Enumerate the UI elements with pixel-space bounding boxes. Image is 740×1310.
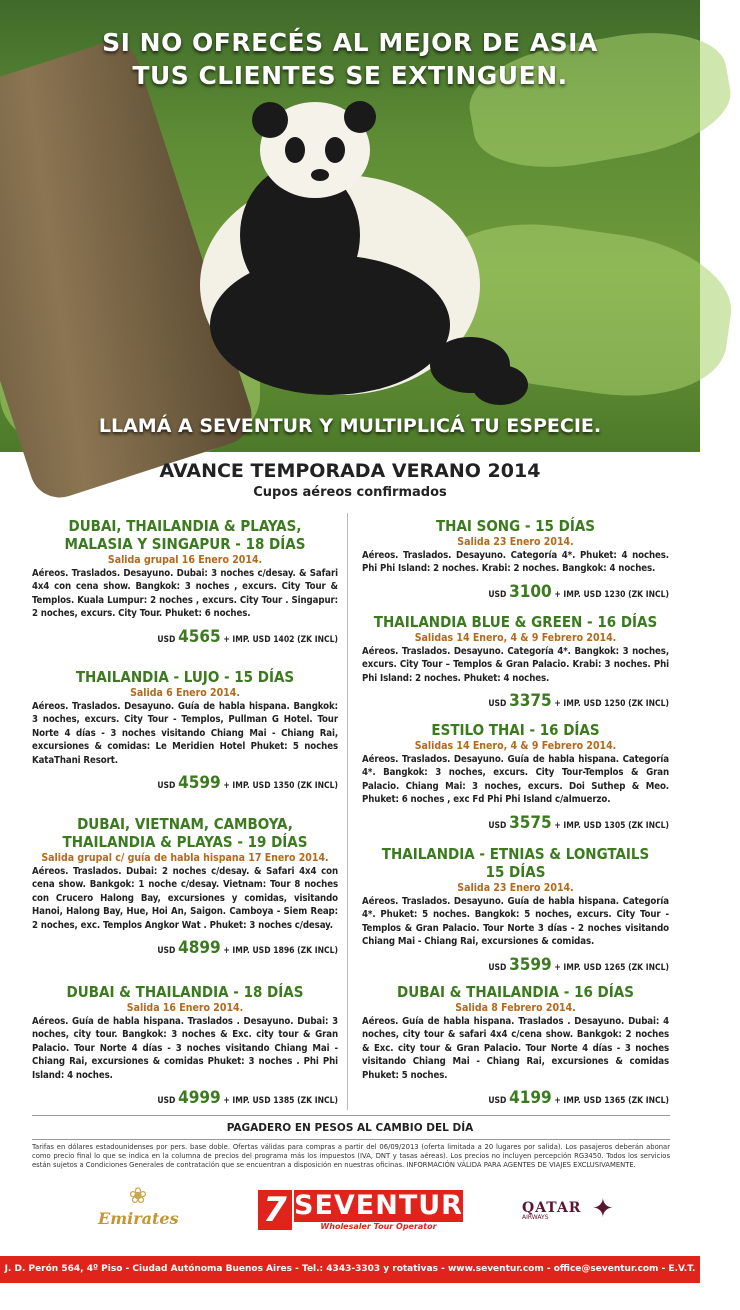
divider bbox=[32, 1139, 670, 1140]
package-card[interactable] bbox=[32, 517, 338, 647]
divider bbox=[32, 1115, 670, 1116]
package-title: THAI SONG - 15 DÍAS bbox=[435, 517, 596, 535]
package-card[interactable] bbox=[362, 721, 669, 833]
package-card[interactable] bbox=[362, 517, 669, 602]
payment-note: PAGADERO EN PESOS AL CAMBIO DEL DÍA bbox=[226, 1122, 474, 1134]
panda-image bbox=[170, 95, 550, 415]
price-tax: + IMP. USD 1305 (ZK INCL) bbox=[554, 820, 669, 831]
price-tax: + IMP. USD 1896 (ZK INCL) bbox=[223, 946, 338, 957]
package-price bbox=[32, 773, 338, 793]
package-card[interactable] bbox=[362, 983, 669, 1108]
price-amount: 3599 bbox=[509, 954, 552, 975]
price-amount: 3375 bbox=[509, 691, 552, 712]
package-price bbox=[362, 582, 669, 602]
hero-title-line1: SI NO OFRECÉS AL MEJOR DE ASIA bbox=[102, 28, 598, 57]
package-price bbox=[362, 1088, 669, 1108]
package-description: Aéreos. Traslados. Desayuno. Categoría 4*. Phuket: 4 noches. Phi Phi Island: 2 noches. Krabi: 2 noches. Bangkok: 4 noches. bbox=[362, 550, 669, 575]
package-description: Aéreos. Guía de habla hispana. Traslados . Desayuno. Dubai: 3 noches, city tour. Bangkok: 3 noches & Exc. city tour & Gran Palacio. Tour Norte 4 días - 3 noches visitando Chiang Mai - Chiang Rai, excursiones & comidas Phuket: 3 noches . Phi Phi Island: 4 noches. bbox=[32, 1016, 338, 1081]
price-tax: + IMP. USD 1350 (ZK INCL) bbox=[223, 781, 338, 792]
package-card[interactable] bbox=[362, 613, 669, 711]
price-tax: + IMP. USD 1230 (ZK INCL) bbox=[554, 589, 669, 600]
contact-bar: J. D. Perón 564, 4º Piso - Ciudad Autónoma Buenos Aires - Tel.: 4343-3303 y rotativas - www.seventur.com - office@seventur.com - E.V.T. Leg. 0028 bbox=[0, 1256, 700, 1283]
package-card[interactable] bbox=[32, 668, 338, 793]
seventur-wordmark: SEVENTUR bbox=[294, 1190, 463, 1221]
package-title: THAILANDIA BLUE & GREEN - 16 DÍAS bbox=[373, 613, 658, 631]
price-amount: 3575 bbox=[509, 812, 552, 833]
emirates-crest-icon: ❀ bbox=[128, 1184, 148, 1209]
hero-title-line2: TUS CLIENTES SE EXTINGUEN. bbox=[132, 61, 568, 90]
package-title: DUBAI & THAILANDIA - 18 DÍAS bbox=[66, 983, 304, 1001]
package-price bbox=[32, 1088, 338, 1108]
package-description: Aéreos. Traslados. Desayuno. Dubai: 3 noches c/desay. & Safari 4x4 con cena show. Bangkok: 3 noches , excurs. City Tour & Templos. Kuala Lumpur: 2 noches , excurs. City Tour . Singapur: 2 noches, excurs. City Tour. Phuket: 6 noches. bbox=[32, 568, 338, 620]
price-currency: USD bbox=[157, 781, 176, 792]
package-price bbox=[362, 955, 669, 975]
price-currency: USD bbox=[488, 1096, 507, 1107]
package-description: Aéreos. Traslados. Dubai: 2 noches c/desay. & Safari 4x4 con cena show. Bankgok: 1 noche c/desay. Vietnam: Tour 8 noches con Crucero Halong Bay, excursiones y comidas, visitando Hanoi, Halong Bay, Hue, Hoi An, Saigon. Camboya - Siem Reap: 2 noches, exc. Templos Angkor Wat . Phuket: 3 noches c/desay. bbox=[32, 866, 338, 931]
seventur-logo bbox=[258, 1190, 463, 1240]
package-description: Aéreos. Traslados. Desayuno. Guía de habla hispana. Bangkok: 3 noches, excurs. City Tour - Templos, Pullman G Hotel. Tour Norte 4 días - 3 noches visitando Chiang Mai - Chiang Rai, excursiones & comidas: Le Meridien Hotel Phuket: 5 noches KataThani Resort. bbox=[32, 701, 338, 766]
package-title: ESTILO THAI - 16 DÍAS bbox=[431, 721, 600, 739]
price-amount: 4899 bbox=[178, 938, 221, 959]
hero-tagline: LLAMÁ A SEVENTUR Y MULTIPLICÁ TU ESPECIE. bbox=[98, 415, 602, 437]
column-divider bbox=[347, 513, 348, 1110]
package-price bbox=[32, 938, 338, 958]
package-description: Aéreos. Traslados. Desayuno. Guía de habla hispana. Categoría 4*. Bangkok: 3 noches, excurs. City Tour-Templos & Gran Palacio. Chiang Mai: 3 noches, excurs. Doi Suthep & Meo. Phuket: 6 noches , exc Fd Phi Phi Island c/almuerzo. bbox=[362, 754, 669, 806]
package-card[interactable] bbox=[32, 983, 338, 1108]
emirates-logo bbox=[98, 1185, 178, 1245]
seventur-seven-mark: 7 bbox=[258, 1190, 292, 1230]
price-tax: + IMP. USD 1365 (ZK INCL) bbox=[554, 1096, 669, 1107]
package-date: Salida grupal 16 Enero 2014. bbox=[107, 554, 263, 566]
price-currency: USD bbox=[157, 946, 176, 957]
hero-banner bbox=[0, 0, 700, 452]
price-amount: 3100 bbox=[509, 581, 552, 602]
package-title: THAILANDIA - LUJO - 15 DÍAS bbox=[75, 668, 295, 686]
package-price bbox=[362, 813, 669, 833]
package-card[interactable] bbox=[362, 845, 669, 975]
seventur-subtitle: Wholesaler Tour Operator bbox=[320, 1222, 437, 1231]
package-date: Salidas 14 Enero, 4 & 9 Febrero 2014. bbox=[414, 740, 617, 752]
price-tax: + IMP. USD 1385 (ZK INCL) bbox=[223, 1096, 338, 1107]
package-title: DUBAI, THAILANDIA & PLAYAS, MALASIA Y SINGAPUR - 18 DÍAS bbox=[64, 517, 306, 553]
price-tax: + IMP. USD 1265 (ZK INCL) bbox=[554, 962, 669, 973]
package-date: Salida 8 Febrero 2014. bbox=[455, 1002, 576, 1014]
price-currency: USD bbox=[488, 589, 507, 600]
package-price bbox=[362, 691, 669, 711]
price-currency: USD bbox=[488, 962, 507, 973]
package-date: Salidas 14 Enero, 4 & 9 Febrero 2014. bbox=[414, 632, 617, 644]
package-description: Aéreos. Guía de habla hispana. Traslados . Desayuno. Dubai: 4 noches, city tour & safari 4x4 c/cena show. Bankgok: 2 noches & Exc. city tour & Gran Palacio. Tour Norte 4 días - 3 noches visitando Chiang Mai - Chiang Rai, excursiones & comidas Phuket: 5 noches. bbox=[362, 1016, 669, 1081]
package-date: Salida 23 Enero 2014. bbox=[457, 882, 574, 894]
price-tax: + IMP. USD 1250 (ZK INCL) bbox=[554, 699, 669, 710]
qatar-subtitle: AIRWAYS bbox=[522, 1214, 549, 1221]
package-card[interactable] bbox=[32, 815, 338, 958]
package-date: Salida 23 Enero 2014. bbox=[457, 536, 574, 548]
price-currency: USD bbox=[157, 1096, 176, 1107]
oryx-icon: ✦ bbox=[592, 1194, 614, 1224]
fine-print: Tarifas en dólares estadounidenses por pers. base doble. Ofertas válidas para compras a partir del 06/09/2013 (oferta limitada a 20 lugares por salida). Los pasajeros deberán abonar como precio final lo que se indica en la columna de precios del programa más los impuestos (IVA, DNT y tasas aéreas). Los precios no incluyen percepción RG3450. Todos los servicios están sujetos a Condiciones Generales de contratación que se encuentran a disposición en nuestras oficinas. INFORMACIÓN VÁLIDA PARA AGENTES DE VIAJES EXCLUSIVAMENTE. bbox=[32, 1143, 670, 1169]
price-currency: USD bbox=[157, 634, 176, 645]
package-date: Salida 6 Enero 2014. bbox=[130, 687, 240, 699]
package-date: Salida 16 Enero 2014. bbox=[126, 1002, 244, 1014]
price-amount: 4199 bbox=[509, 1088, 552, 1109]
package-title: THAILANDIA - ETNIAS & LONGTAILS 15 DÍAS bbox=[381, 845, 650, 881]
qatar-airways-logo bbox=[522, 1194, 622, 1240]
emirates-wordmark: Emirates bbox=[98, 1209, 179, 1228]
price-currency: USD bbox=[488, 699, 507, 710]
package-description: Aéreos. Traslados. Desayuno. Categoría 4*. Bangkok: 3 noches, excurs. City Tour – Templos & Gran Palacio. Krabi: 3 noches. Phi Phi Island: 2 noches. Phuket: 4 noches. bbox=[362, 646, 669, 684]
season-subtitle: Cupos aéreos confirmados bbox=[253, 485, 447, 500]
price-tax: + IMP. USD 1402 (ZK INCL) bbox=[223, 634, 338, 645]
price-amount: 4565 bbox=[178, 626, 221, 647]
package-title: DUBAI & THAILANDIA - 16 DÍAS bbox=[397, 983, 634, 1001]
price-amount: 4599 bbox=[178, 773, 221, 794]
price-amount: 4999 bbox=[178, 1088, 221, 1109]
season-title: AVANCE TEMPORADA VERANO 2014 bbox=[159, 460, 541, 482]
package-price bbox=[32, 627, 338, 647]
package-date: Salida grupal c/ guía de habla hispana 17 Enero 2014. bbox=[41, 852, 329, 864]
package-title: DUBAI, VIETNAM, CAMBOYA, THAILANDIA & PLAYAS - 19 DÍAS bbox=[62, 815, 308, 851]
package-description: Aéreos. Traslados. Desayuno. Guía de habla hispana. Categoría 4*. Phuket: 5 noches. Bangkok: 5 noches, excurs. City Tour - Templos & Gran Palacio. Tour Norte 3 días - 2 noches visitando Chiang Mai - Chiang Rai, excursiones & comidas. bbox=[362, 896, 669, 948]
qatar-wordmark: QATAR bbox=[522, 1200, 582, 1216]
price-currency: USD bbox=[488, 820, 507, 831]
